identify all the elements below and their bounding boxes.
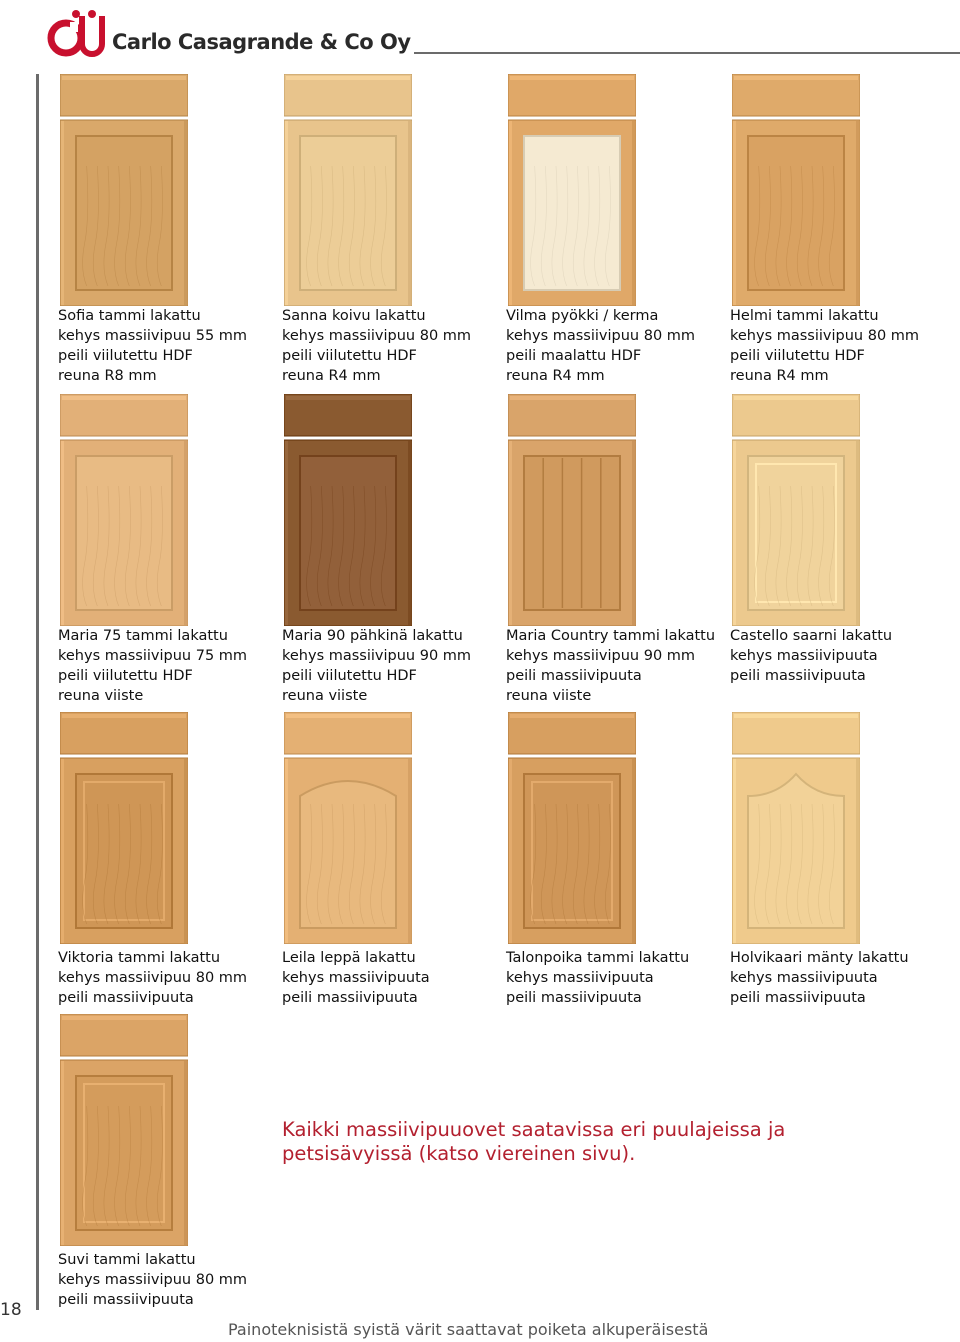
door-spec: reuna viiste [282,688,368,704]
door-spec: peili massiivipuuta [730,668,866,684]
door-name: Vilma pyökki / kerma [506,308,659,324]
page-number: 18 [0,1300,22,1320]
door-spec: peili viilutettu HDF [282,668,417,684]
door-image [732,712,860,944]
door-name: Sanna koivu lakattu [282,308,426,324]
door-spec: reuna R4 mm [282,368,381,384]
door-spec: peili maalattu HDF [506,348,642,364]
door-spec: peili viilutettu HDF [730,348,865,364]
door-spec: reuna R4 mm [730,368,829,384]
door-spec: peili massiivipuuta [506,990,642,1006]
door-name: Helmi tammi lakattu [730,308,879,324]
door-spec: peili massiivipuuta [730,990,866,1006]
door-caption [58,306,247,386]
door-image [508,74,636,306]
door-spec: kehys massiivipuuta [730,970,878,986]
door-spec: peili massiivipuuta [58,990,194,1006]
door-name: Maria 90 pähkinä lakattu [282,628,463,644]
door-image [732,74,860,306]
door-spec: reuna viiste [506,688,592,704]
brand-name: Carlo Casagrande & Co Oy [112,30,411,54]
door-image [284,394,412,626]
door-spec: kehys massiivipuu 80 mm [282,328,472,344]
door-spec: kehys massiivipuuta [730,648,878,664]
door-spec: peili viilutettu HDF [58,348,193,364]
door-spec: kehys massiivipuuta [282,970,430,986]
door-spec: peili massiivipuuta [58,1292,194,1308]
door-name: Holvikaari mänty lakattu [730,950,909,966]
door-caption [58,948,247,1008]
side-rule [36,74,39,1310]
door-name: Sofia tammi lakattu [58,308,201,324]
door-caption [730,626,892,686]
door-caption [58,1250,247,1310]
door-caption [506,948,689,1008]
door-spec: kehys massiivipuu 80 mm [506,328,696,344]
door-image [284,74,412,306]
footer-disclaimer: Painoteknisistä syistä värit saattavat poiketa alkuperäisestä [228,1320,709,1339]
door-caption [282,626,471,706]
door-name: Viktoria tammi lakattu [58,950,221,966]
door-image [732,394,860,626]
door-name: Talonpoika tammi lakattu [506,950,690,966]
door-image [60,394,188,626]
door-caption [730,948,909,1008]
door-name: Maria Country tammi lakattu [506,628,716,644]
door-spec: kehys massiivipuu 80 mm [730,328,920,344]
door-name: Castello saarni lakattu [730,628,893,644]
page-header [0,0,960,70]
door-spec: kehys massiivipuu 90 mm [282,648,472,664]
door-image [60,712,188,944]
door-spec: peili viilutettu HDF [282,348,417,364]
availability-note: Kaikki massiivipuuovet saatavissa eri puulajeissa ja petsisävyissä (katso viereinen sivu). [282,1118,786,1165]
door-spec: peili viilutettu HDF [58,668,193,684]
header-rule [414,52,960,54]
door-caption [506,626,715,706]
door-caption [282,306,471,386]
door-image [60,1014,188,1246]
door-spec: kehys massiivipuuta [506,970,654,986]
door-name: Suvi tammi lakattu [58,1252,196,1268]
door-spec: kehys massiivipuu 80 mm [58,970,248,986]
door-spec: kehys massiivipuu 55 mm [58,328,248,344]
door-spec: peili massiivipuuta [506,668,642,684]
door-name: Maria 75 tammi lakattu [58,628,228,644]
door-image [60,74,188,306]
door-caption [506,306,695,386]
door-spec: reuna R8 mm [58,368,157,384]
door-spec: kehys massiivipuu 75 mm [58,648,248,664]
door-spec: kehys massiivipuu 90 mm [506,648,696,664]
casagrande-logo-icon [46,8,108,62]
door-spec: peili massiivipuuta [282,990,418,1006]
door-caption [58,626,247,706]
door-caption [730,306,919,386]
door-image [284,712,412,944]
door-image [508,712,636,944]
door-name: Leila leppä lakattu [282,950,416,966]
door-spec: reuna R4 mm [506,368,605,384]
door-spec: kehys massiivipuu 80 mm [58,1272,248,1288]
door-image [508,394,636,626]
door-spec: reuna viiste [58,688,144,704]
door-caption [282,948,430,1008]
